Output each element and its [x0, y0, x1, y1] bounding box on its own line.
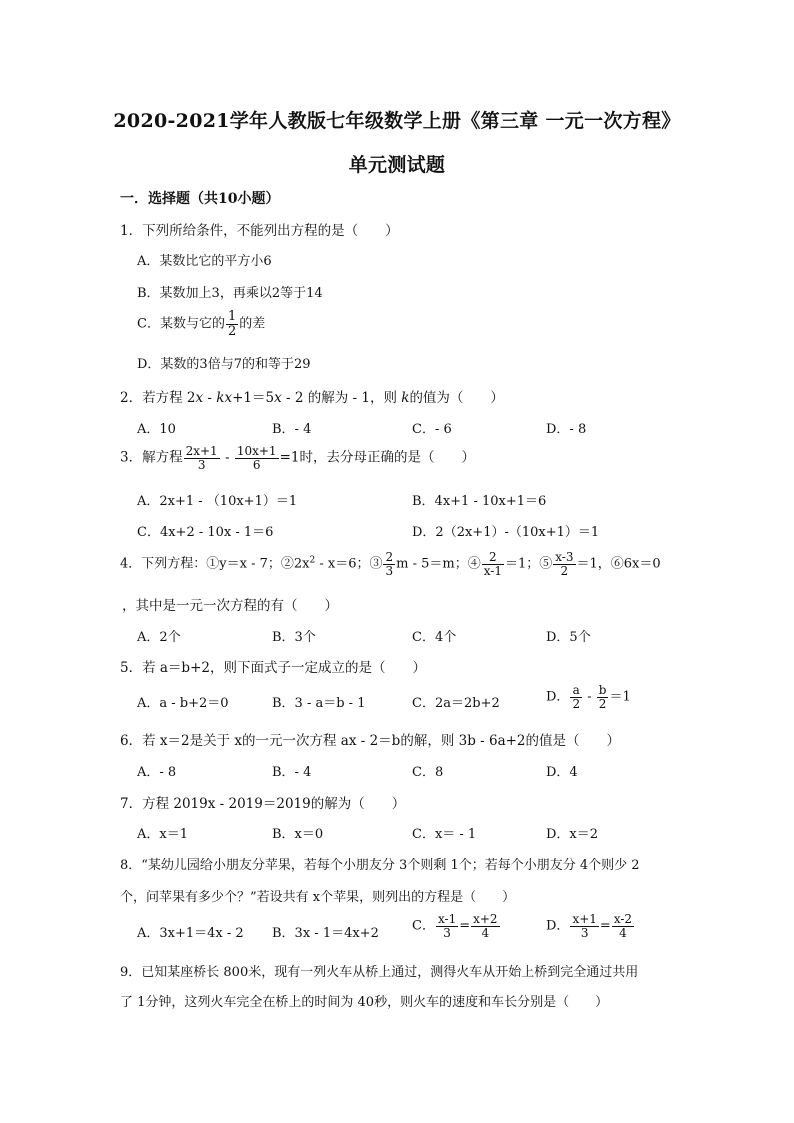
q6-option-d: D．4 — [546, 765, 578, 780]
q4-option-b: B．3个 — [272, 630, 316, 645]
fraction: $\frac{a}{2}$ — [572, 683, 581, 711]
q1-option-a: A．某数比它的平方小6 — [137, 254, 272, 269]
fraction: $\frac{x-3}{2}$ — [555, 550, 574, 578]
question-4-line2: ，其中是一元一次方程的有（ ） — [122, 598, 338, 614]
q4-option-d: D．5个 — [546, 630, 591, 645]
fraction: $\frac{x+1}{3}$ — [572, 912, 597, 940]
question-8-line1: 8．“某幼儿园给小朋友分苹果，若每个小朋友分 3个则剩 1个；若每个小朋友分 4个则少 2 — [120, 858, 640, 873]
q7-option-a: A．x＝1 — [137, 827, 188, 842]
q2-option-a: A．10 — [137, 422, 176, 437]
q2-option-d: D．- 8 — [546, 422, 587, 437]
section-heading: 一．选择题（共10小题） — [120, 191, 280, 207]
question-7-stem: 7．方程 2019x - 2019＝2019的解为（ ） — [120, 796, 406, 812]
doc-title-line1: 2020-2021学年人教版七年级数学上册《第三章 一元一次方程》 — [113, 110, 681, 132]
q3-option-a: A．2x+1 - （10x+1）＝1 — [137, 494, 298, 509]
question-4-stem: 4．下列方程：①y＝x - 7；$②2x^2 - x=6$；③ $\frac{2}{3}$ m - 5＝m；④ $\frac{2}{x-1}$ ＝1；⑤ $\frac{x-3}{2}$ ＝1，⑥6x＝0 — [120, 550, 661, 578]
q2-option-b: B．- 4 — [272, 422, 312, 437]
q3-option-b: B．4x+1 - 10x+1＝6 — [412, 494, 547, 509]
q3-option-c: C．4x+2 - 10x - 1＝6 — [137, 525, 274, 540]
q4-option-a: A．2个 — [137, 630, 181, 645]
q6-option-c: C．8 — [412, 765, 444, 780]
question-8-line2: 个，问苹果有多少个？”若设共有 x个苹果，则列出的方程是（ ） — [120, 890, 516, 905]
fraction: $\frac{2}{x-1}$ — [483, 550, 502, 578]
q3-option-d: D．2（2x+1）-（10x+1）＝1 — [412, 525, 600, 540]
q7-option-d: D．x＝2 — [546, 827, 599, 842]
q1-option-b: B．某数加上3，再乘以2等于14 — [137, 286, 323, 301]
q5-option-a: A．a - b+2＝0 — [137, 696, 229, 711]
fraction: $\frac{x+2}{4}$ — [473, 912, 498, 940]
q7-option-c: C．x＝ - 1 — [412, 827, 477, 842]
q2-option-c: C．- 6 — [412, 422, 452, 437]
q5-option-d: D． $\frac{a}{2}$ - $\frac{b}{2}$ ＝1 — [546, 683, 631, 711]
q5-option-c: C．2a＝2b+2 — [412, 696, 500, 711]
q1-option-d: D．某数的3倍与7的和等于29 — [137, 357, 311, 372]
question-3-stem: 3．解方程 $\frac{2x+1}{3}$ - $\frac{10x+1}{6}$ =1时，去分母正确的是（ ） — [120, 444, 475, 472]
fraction: $\frac{2x+1}{3}$ — [185, 444, 218, 472]
q8-option-d: D． $\frac{x+1}{3}$ = $\frac{x-2}{4}$ — [546, 912, 633, 940]
fraction: $\frac{2}{3}$ — [385, 550, 394, 578]
q5-option-b: B．3 - a＝b - 1 — [272, 696, 366, 711]
fraction: $\frac{10x+1}{6}$ — [236, 444, 277, 472]
question-5-stem: 5．若 a＝b+2，则下面式子一定成立的是（ ） — [120, 660, 426, 676]
q7-option-b: B．x＝0 — [272, 827, 324, 842]
q8-option-a: A．3x+1＝4x - 2 — [137, 926, 244, 941]
q4-option-c: C．4个 — [412, 630, 457, 645]
question-9-line1: 9．已知某座桥长 800米，现有一列火车从桥上通过，测得火车从开始上桥到完全通过共用 — [120, 965, 639, 980]
q6-option-a: A．- 8 — [137, 765, 177, 780]
question-2-stem: 2．若方程 2x - kx+1＝5x - 2 的解为 - 1，则 k的值为（ ） — [120, 390, 504, 406]
q6-option-b: B．- 4 — [272, 765, 312, 780]
fraction: $\frac{1}{2}$ — [227, 309, 237, 339]
fraction: $\frac{x-2}{4}$ — [613, 912, 633, 940]
doc-title-line2: 单元测试题 — [348, 154, 446, 176]
question-9-line2: 了 1分钟，这列火车完全在桥上的时间为 40秒，则火车的速度和车长分别是（ ） — [120, 995, 609, 1010]
fraction: $\frac{x-1}{3}$ — [437, 912, 457, 940]
q1-option-c: C．某数与它的 $\frac{1}{2}$ 的差 — [137, 309, 266, 339]
question-6-stem: 6．若 x＝2是关于 x的一元一次方程 ax - 2＝b的解，则 3b - 6a+2的值是（ ） — [120, 733, 621, 749]
q8-option-b: B．3x - 1＝4x+2 — [272, 926, 379, 941]
fraction: $\frac{b}{2}$ — [598, 683, 607, 711]
q8-option-c: C． $\frac{x-1}{3}$ = $\frac{x+2}{4}$ — [412, 912, 498, 940]
question-1-stem: 1．下列所给条件，不能列出方程的是（ ） — [120, 223, 399, 239]
